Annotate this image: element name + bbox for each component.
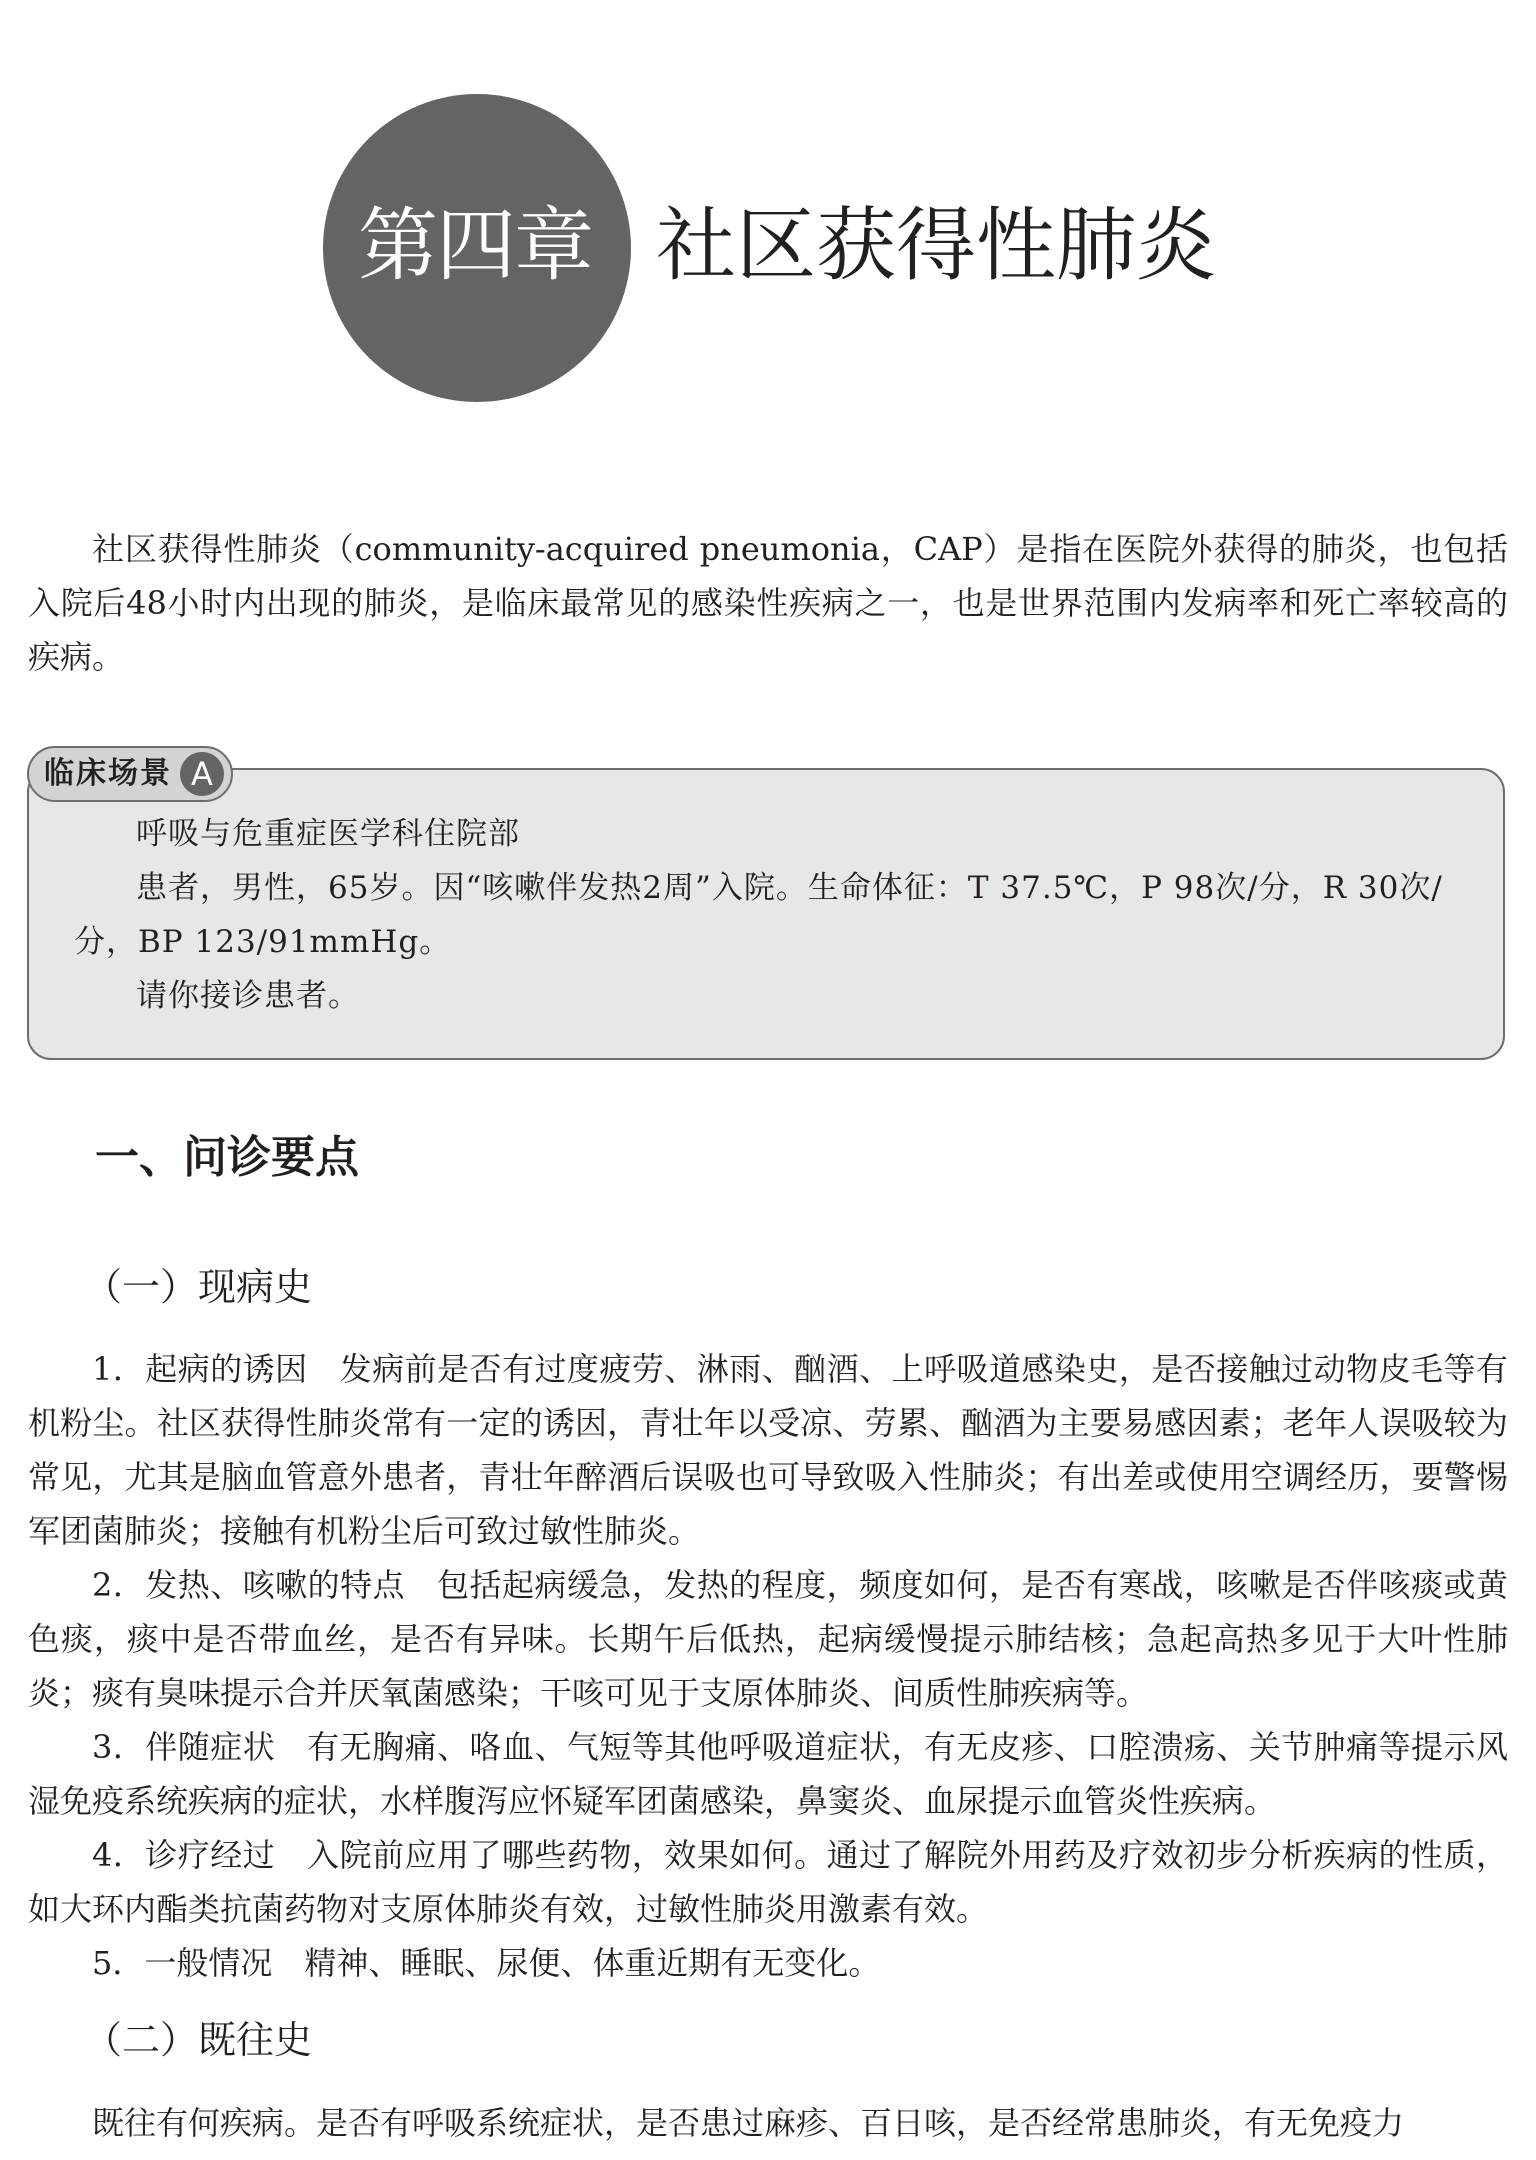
list-item xyxy=(28,1828,1508,1936)
item-text: 发病前是否有过度疲劳、淋雨、酗酒、上呼吸道感染史，是否接触过动物皮毛等有机粉尘。社区获得性肺炎常有一定的诱因，青壮年以受凉、劳累、酗酒为主要易感因素；老年人误吸较为常见，尤其是脑血管意外患者，青壮年醉酒后误吸也可导致吸入性肺炎；有出差或使用空调经历，要警惕军团菌肺炎；接触有机粉尘后可致过敏性肺炎。 xyxy=(28,1350,1508,1550)
chapter-title: 社区获得性肺炎 xyxy=(656,199,1216,292)
past-history-paragraph: 既往有何疾病。是否有呼吸系统症状，是否患过麻疹、百日咳，是否经常患肺炎，有无免疫力 xyxy=(92,2104,1405,2142)
section-heading: 一、问诊要点 xyxy=(95,1132,359,1183)
subsection-heading-past-history: （二）既往史 xyxy=(84,2018,313,2062)
list-item xyxy=(28,1558,1508,1720)
scenario-letter-badge: A xyxy=(180,752,224,796)
item-text: 有无胸痛、咯血、气短等其他呼吸道症状，有无皮疹、口腔溃疡、关节肿痛等提示风湿免疫系统疾病的症状，水样腹泻应怀疑军团菌感染，鼻窦炎、血尿提示血管炎性疾病。 xyxy=(28,1728,1508,1820)
item-term: 4．诊疗经过 xyxy=(92,1836,276,1874)
chapter-number: 第四章 xyxy=(358,199,592,292)
scenario-line: 患者，男性，65岁。因“咳嗽伴发热2周”入院。生命体征：T 37.5℃，P 98次/分，R 30次/分，BP 123/91mmHg。 xyxy=(74,870,1443,960)
item-text: 入院前应用了哪些药物，效果如何。通过了解院外用药及疗效初步分析疾病的性质，如大环内酯类抗菌药物对支原体肺炎有效，过敏性肺炎用激素有效。 xyxy=(28,1836,1508,1928)
item-text: 精神、睡眠、尿便、体重近期有无变化。 xyxy=(304,1944,881,1982)
item-term: 2．发热、咳嗽的特点 xyxy=(92,1566,406,1604)
clinical-scenario-label: 临床场景 xyxy=(44,756,172,791)
item-term: 3．伴随症状 xyxy=(92,1728,276,1766)
scenario-line: 请你接诊患者。 xyxy=(136,978,360,1014)
intro-paragraph: 社区获得性肺炎（community-acquired pneumonia，CAP）是指在医院外获得的肺炎，也包括入院后48小时内出现的肺炎，是临床最常见的感染性疾病之一，也是世界范围内发病率和死亡率较高的疾病。 xyxy=(28,530,1508,676)
list-item xyxy=(28,1720,1508,1828)
subsection-heading-present-illness: （一）现病史 xyxy=(84,1265,313,1309)
item-term: 1．起病的诱因 xyxy=(92,1350,308,1388)
scenario-line: 呼吸与危重症医学科住院部 xyxy=(136,816,520,852)
list-item xyxy=(28,1342,1508,1558)
clinical-scenario-text xyxy=(74,807,1464,1023)
list-item xyxy=(28,1936,1508,1990)
item-text: 包括起病缓急，发热的程度，频度如何，是否有寒战，咳嗽是否伴咳痰或黄色痰，痰中是否带血丝，是否有异味。长期午后低热，起病缓慢提示肺结核；急起高热多见于大叶性肺炎；痰有臭味提示合并厌氧菌感染；干咳可见于支原体肺炎、间质性肺疾病等。 xyxy=(28,1566,1508,1712)
present-illness-list xyxy=(28,1342,1508,1990)
item-term: 5．一般情况 xyxy=(92,1944,273,1982)
